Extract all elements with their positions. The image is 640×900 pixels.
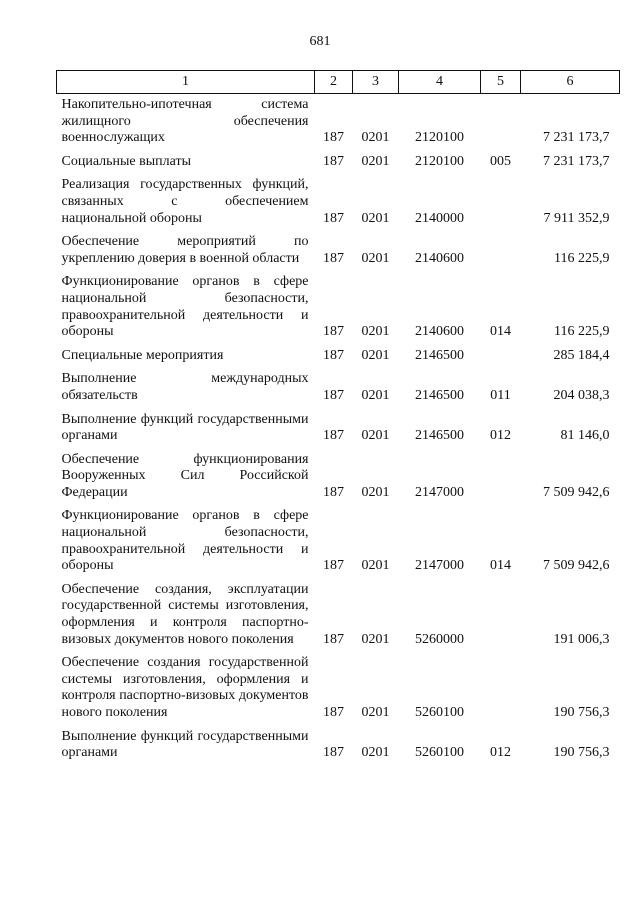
table-row <box>57 344 620 368</box>
row-ministry-cell: 187 <box>323 558 344 574</box>
table-row <box>57 270 620 343</box>
row-section-cell: 0201 <box>361 250 390 266</box>
row-ministry-cell: 187 <box>323 705 344 720</box>
table-row <box>57 367 620 407</box>
row-ministry-cell: 187 <box>323 387 344 403</box>
row-section-cell: 0201 <box>361 210 390 226</box>
row-section-cell: 0201 <box>361 745 390 761</box>
row-section-cell: 0201 <box>361 705 390 720</box>
row-amount-cell: 190 756,3 <box>553 745 610 761</box>
row-name-cell: Специальные мероприятия <box>61 347 224 363</box>
row-section-cell: 0201 <box>361 130 390 146</box>
row-amount-cell: 116 225,9 <box>554 250 610 266</box>
row-article-cell: 2120100 <box>415 153 464 169</box>
row-article-cell: 2146500 <box>415 428 464 444</box>
row-amount-cell: 285 184,4 <box>553 347 610 363</box>
row-amount-cell: 7 231 173,7 <box>543 130 610 146</box>
row-article-cell: 2147000 <box>415 484 464 500</box>
row-article-cell: 2140600 <box>415 324 464 340</box>
table-row <box>57 408 620 448</box>
row-name-cell: Обеспечение функционирования Вооруженных Сил Российской Федерации <box>61 451 309 500</box>
row-expense-type-cell: 014 <box>490 558 511 574</box>
row-article-cell: 5260100 <box>415 745 464 761</box>
table-row <box>57 651 620 724</box>
header-row <box>57 71 620 94</box>
row-section-cell: 0201 <box>361 631 390 647</box>
table-row <box>57 504 620 577</box>
header-col-1: 1 <box>57 71 315 94</box>
row-name-cell: Обеспечение мероприятий по укреплению доверия в военной области <box>61 234 309 266</box>
header-col-5: 5 <box>481 71 521 94</box>
row-article-cell: 2140600 <box>415 250 464 266</box>
row-section-cell: 0201 <box>361 428 390 444</box>
row-article-cell: 2146500 <box>415 347 464 363</box>
header-col-6: 6 <box>521 71 620 94</box>
table-row <box>57 173 620 230</box>
budget-table <box>56 70 620 765</box>
row-expense-type-cell <box>481 344 521 368</box>
row-expense-type-cell: 012 <box>490 428 511 444</box>
table-row <box>57 230 620 270</box>
row-section-cell: 0201 <box>361 347 390 363</box>
header-col-4: 4 <box>399 71 481 94</box>
row-name-cell: Выполнение функций государственными органами <box>61 411 309 444</box>
row-name-cell: Выполнение функций государственными органами <box>61 728 309 761</box>
header-col-2: 2 <box>315 71 353 94</box>
row-expense-type-cell <box>481 651 521 724</box>
row-amount-cell: 7 509 942,6 <box>543 484 610 500</box>
row-ministry-cell: 187 <box>323 745 344 761</box>
row-expense-type-cell <box>481 173 521 230</box>
row-amount-cell: 191 006,3 <box>553 631 610 647</box>
row-expense-type-cell <box>481 578 521 651</box>
row-amount-cell: 7 509 942,6 <box>543 558 610 574</box>
row-expense-type-cell: 014 <box>490 324 511 340</box>
row-ministry-cell: 187 <box>323 153 344 169</box>
header-col-3: 3 <box>353 71 399 94</box>
table-row <box>57 725 620 765</box>
row-expense-type-cell <box>481 448 521 505</box>
row-article-cell: 2140000 <box>415 210 464 226</box>
row-ministry-cell: 187 <box>323 631 344 647</box>
row-expense-type-cell: 005 <box>490 153 511 169</box>
row-ministry-cell: 187 <box>323 484 344 500</box>
row-article-cell: 2120100 <box>415 130 464 146</box>
row-ministry-cell: 187 <box>323 428 344 444</box>
row-amount-cell: 7 911 352,9 <box>543 210 610 226</box>
row-ministry-cell: 187 <box>323 210 344 226</box>
row-article-cell: 5260100 <box>415 705 464 720</box>
row-name-cell: Обеспечение создания, эксплуатации государственной системы изготовления, оформления и контроля паспортно-визовых документов нового поколения <box>61 581 309 647</box>
row-amount-cell: 81 146,0 <box>560 428 610 444</box>
row-amount-cell: 190 756,3 <box>553 705 610 720</box>
row-expense-type-cell: 012 <box>490 745 511 761</box>
row-ministry-cell: 187 <box>323 347 344 363</box>
row-name-cell: Функционирование органов в сфере национальной безопасности, правоохранительной деятельности и обороны <box>61 274 309 340</box>
page-number: 681 <box>309 34 331 49</box>
row-section-cell: 0201 <box>361 387 390 403</box>
table-row <box>57 578 620 651</box>
table-header <box>57 71 620 94</box>
row-name-cell: Функционирование органов в сфере национальной безопасности, правоохранительной деятельности и обороны <box>61 508 309 574</box>
row-section-cell: 0201 <box>361 324 390 340</box>
table-row <box>57 150 620 174</box>
row-section-cell: 0201 <box>361 558 390 574</box>
row-name-cell: Выполнение международных обязательств <box>61 371 309 403</box>
row-amount-cell: 204 038,3 <box>553 387 610 403</box>
row-section-cell: 0201 <box>361 484 390 500</box>
row-name-cell: Реализация государственных функций, связанных с обеспечением национальной обороны <box>61 177 309 226</box>
row-name-cell: Обеспечение создания государственной системы изготовления, оформления и контроля паспортно-визовых документов нового поколения <box>61 655 309 720</box>
row-article-cell: 5260000 <box>415 631 464 647</box>
row-amount-cell: 7 231 173,7 <box>543 153 610 169</box>
row-amount-cell: 116 225,9 <box>554 324 610 340</box>
row-ministry-cell: 187 <box>323 324 344 340</box>
row-section-cell: 0201 <box>361 153 390 169</box>
table-row <box>57 94 620 150</box>
table-body <box>57 94 620 765</box>
row-ministry-cell: 187 <box>323 250 344 266</box>
row-expense-type-cell: 011 <box>490 387 511 403</box>
row-expense-type-cell <box>481 94 521 150</box>
row-name-cell: Накопительно-ипотечная система жилищного обеспечения военнослужащих <box>61 97 309 146</box>
table-row <box>57 448 620 505</box>
row-ministry-cell: 187 <box>323 130 344 146</box>
row-article-cell: 2147000 <box>415 558 464 574</box>
row-name-cell: Социальные выплаты <box>61 153 192 169</box>
row-expense-type-cell <box>481 230 521 270</box>
row-article-cell: 2146500 <box>415 387 464 403</box>
